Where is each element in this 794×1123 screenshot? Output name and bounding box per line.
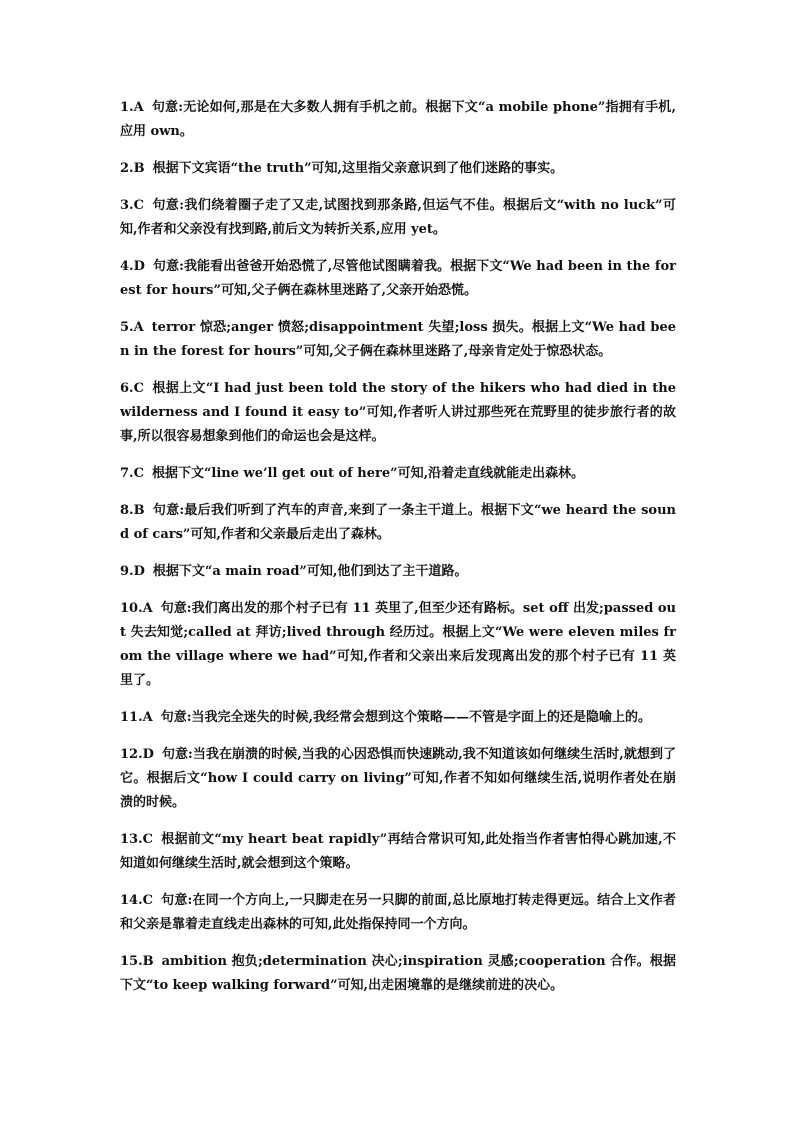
explanation-text: 句意:当我完全迷失的时候,我经常会想到这个策略——不管是字面上的还是隐喻上的。 xyxy=(160,710,652,725)
answer-item-3 xyxy=(120,194,676,242)
item-number: 1. xyxy=(120,100,134,115)
answer-item-5 xyxy=(120,316,676,364)
explanation-text: 句意:当我在崩溃的时候,当我的心因恐惧而快速跳动,我不知道该如何继续生活时,就想到了它。根据后文“how I could carry on living”可知,作者不知如何继续生活,说明作者处在崩溃的时候。 xyxy=(120,747,676,810)
explanation-text: 句意:我们绕着圈子走了又走,试图找到那条路,但运气不佳。根据后文“with no luck”可知,作者和父亲没有找到路,前后文为转折关系,应用 yet。 xyxy=(120,198,676,237)
explanation-text: 句意:在同一个方向上,一只脚走在另一只脚的前面,总比原地打转走得更远。结合上文作者和父亲是靠着走直线走出森林的可知,此处指保持同一个方向。 xyxy=(120,893,676,932)
item-number: 6. xyxy=(120,381,134,396)
explanation-text: 根据前文“my heart beat rapidly”再结合常识可知,此处指当作者害怕得心跳加速,不知道如何继续生活时,就会想到这个策略。 xyxy=(120,832,676,871)
item-number: 8. xyxy=(120,503,134,518)
answer-item-6 xyxy=(120,377,676,449)
explanation-text: ambition 抱负;determination 决心;inspiration 灵感;cooperation 合作。根据下文“to keep walking forward”可知,出走困境靠的是继续前进的决心。 xyxy=(120,954,676,993)
answer-item-7 xyxy=(120,462,676,486)
answer-letter: B xyxy=(142,954,154,969)
answer-letter: B xyxy=(133,503,145,518)
answer-item-12 xyxy=(120,743,676,815)
answer-letter: D xyxy=(133,564,145,579)
item-number: 9. xyxy=(120,564,134,579)
explanation-text: 句意:我们离出发的那个村子已有 11 英里了,但至少还有路标。set off 出发;passed out 失去知觉;called at 拜访;lived through 经历过。根据上文“We were eleven miles from the village where we had”可知,作者和父亲出来后发现离出发的那个村子已有 11 英里了。 xyxy=(120,601,676,688)
item-number: 4. xyxy=(120,259,134,274)
explanation-text: 根据上文“I had just been told the story of the hikers who had died in the wilderness and I found it easy to”可知,作者听人讲过那些死在荒野里的徒步旅行者的故事,所以很容易想象到他们的命运也会是这样。 xyxy=(120,381,676,444)
answer-letter: C xyxy=(133,198,144,213)
item-number: 15. xyxy=(120,954,143,969)
answer-item-1 xyxy=(120,96,676,144)
explanation-text: 根据下文宾语“the truth”可知,这里指父亲意识到了他们迷路的事实。 xyxy=(152,161,564,176)
item-number: 14. xyxy=(120,893,143,908)
explanation-text: 根据下文“a main road”可知,他们到达了主干道路。 xyxy=(152,564,468,579)
answer-letter: C xyxy=(133,466,144,481)
answer-explanations xyxy=(120,96,676,1011)
answer-letter: C xyxy=(142,893,153,908)
explanation-text: terror 惊恐;anger 愤怒;disappointment 失望;loss 损失。根据上文“We had been in the forest for hours”可知,父子俩在森林里迷路了,母亲肯定处于惊恐状态。 xyxy=(120,320,676,359)
item-number: 2. xyxy=(120,161,134,176)
item-number: 12. xyxy=(120,747,143,762)
answer-item-8 xyxy=(120,499,676,547)
explanation-text: 句意:无论如何,那是在大多数人拥有手机之前。根据下文“a mobile phone”指拥有手机,应用 own。 xyxy=(120,100,676,139)
answer-item-14 xyxy=(120,889,676,937)
answer-item-10 xyxy=(120,597,676,693)
answer-letter: A xyxy=(133,100,144,115)
answer-letter: A xyxy=(142,601,153,616)
item-number: 3. xyxy=(120,198,134,213)
answer-item-13 xyxy=(120,828,676,876)
answer-item-4 xyxy=(120,255,676,303)
answer-letter: B xyxy=(133,161,145,176)
answer-item-15 xyxy=(120,950,676,998)
answer-item-2 xyxy=(120,157,676,181)
item-number: 13. xyxy=(120,832,143,847)
item-number: 7. xyxy=(120,466,134,481)
explanation-text: 句意:最后我们听到了汽车的声音,来到了一条主干道上。根据下文“we heard the sound of cars”可知,作者和父亲最后走出了森林。 xyxy=(120,503,676,542)
answer-item-9 xyxy=(120,560,676,584)
explanation-text: 根据下文“line we’ll get out of here”可知,沿着走直线就能走出森林。 xyxy=(151,466,585,481)
answer-letter: C xyxy=(133,381,144,396)
item-number: 5. xyxy=(120,320,134,335)
answer-letter: A xyxy=(133,320,144,335)
answer-letter: C xyxy=(142,832,153,847)
answer-letter: D xyxy=(142,747,154,762)
answer-letter: D xyxy=(133,259,145,274)
answer-item-11 xyxy=(120,706,676,730)
item-number: 11. xyxy=(120,710,143,725)
answer-letter: A xyxy=(142,710,153,725)
item-number: 10. xyxy=(120,601,143,616)
explanation-text: 句意:我能看出爸爸开始恐慌了,尽管他试图瞒着我。根据下文“We had been in the forest for hours”可知,父子俩在森林里迷路了,父亲开始恐慌。 xyxy=(120,259,676,298)
